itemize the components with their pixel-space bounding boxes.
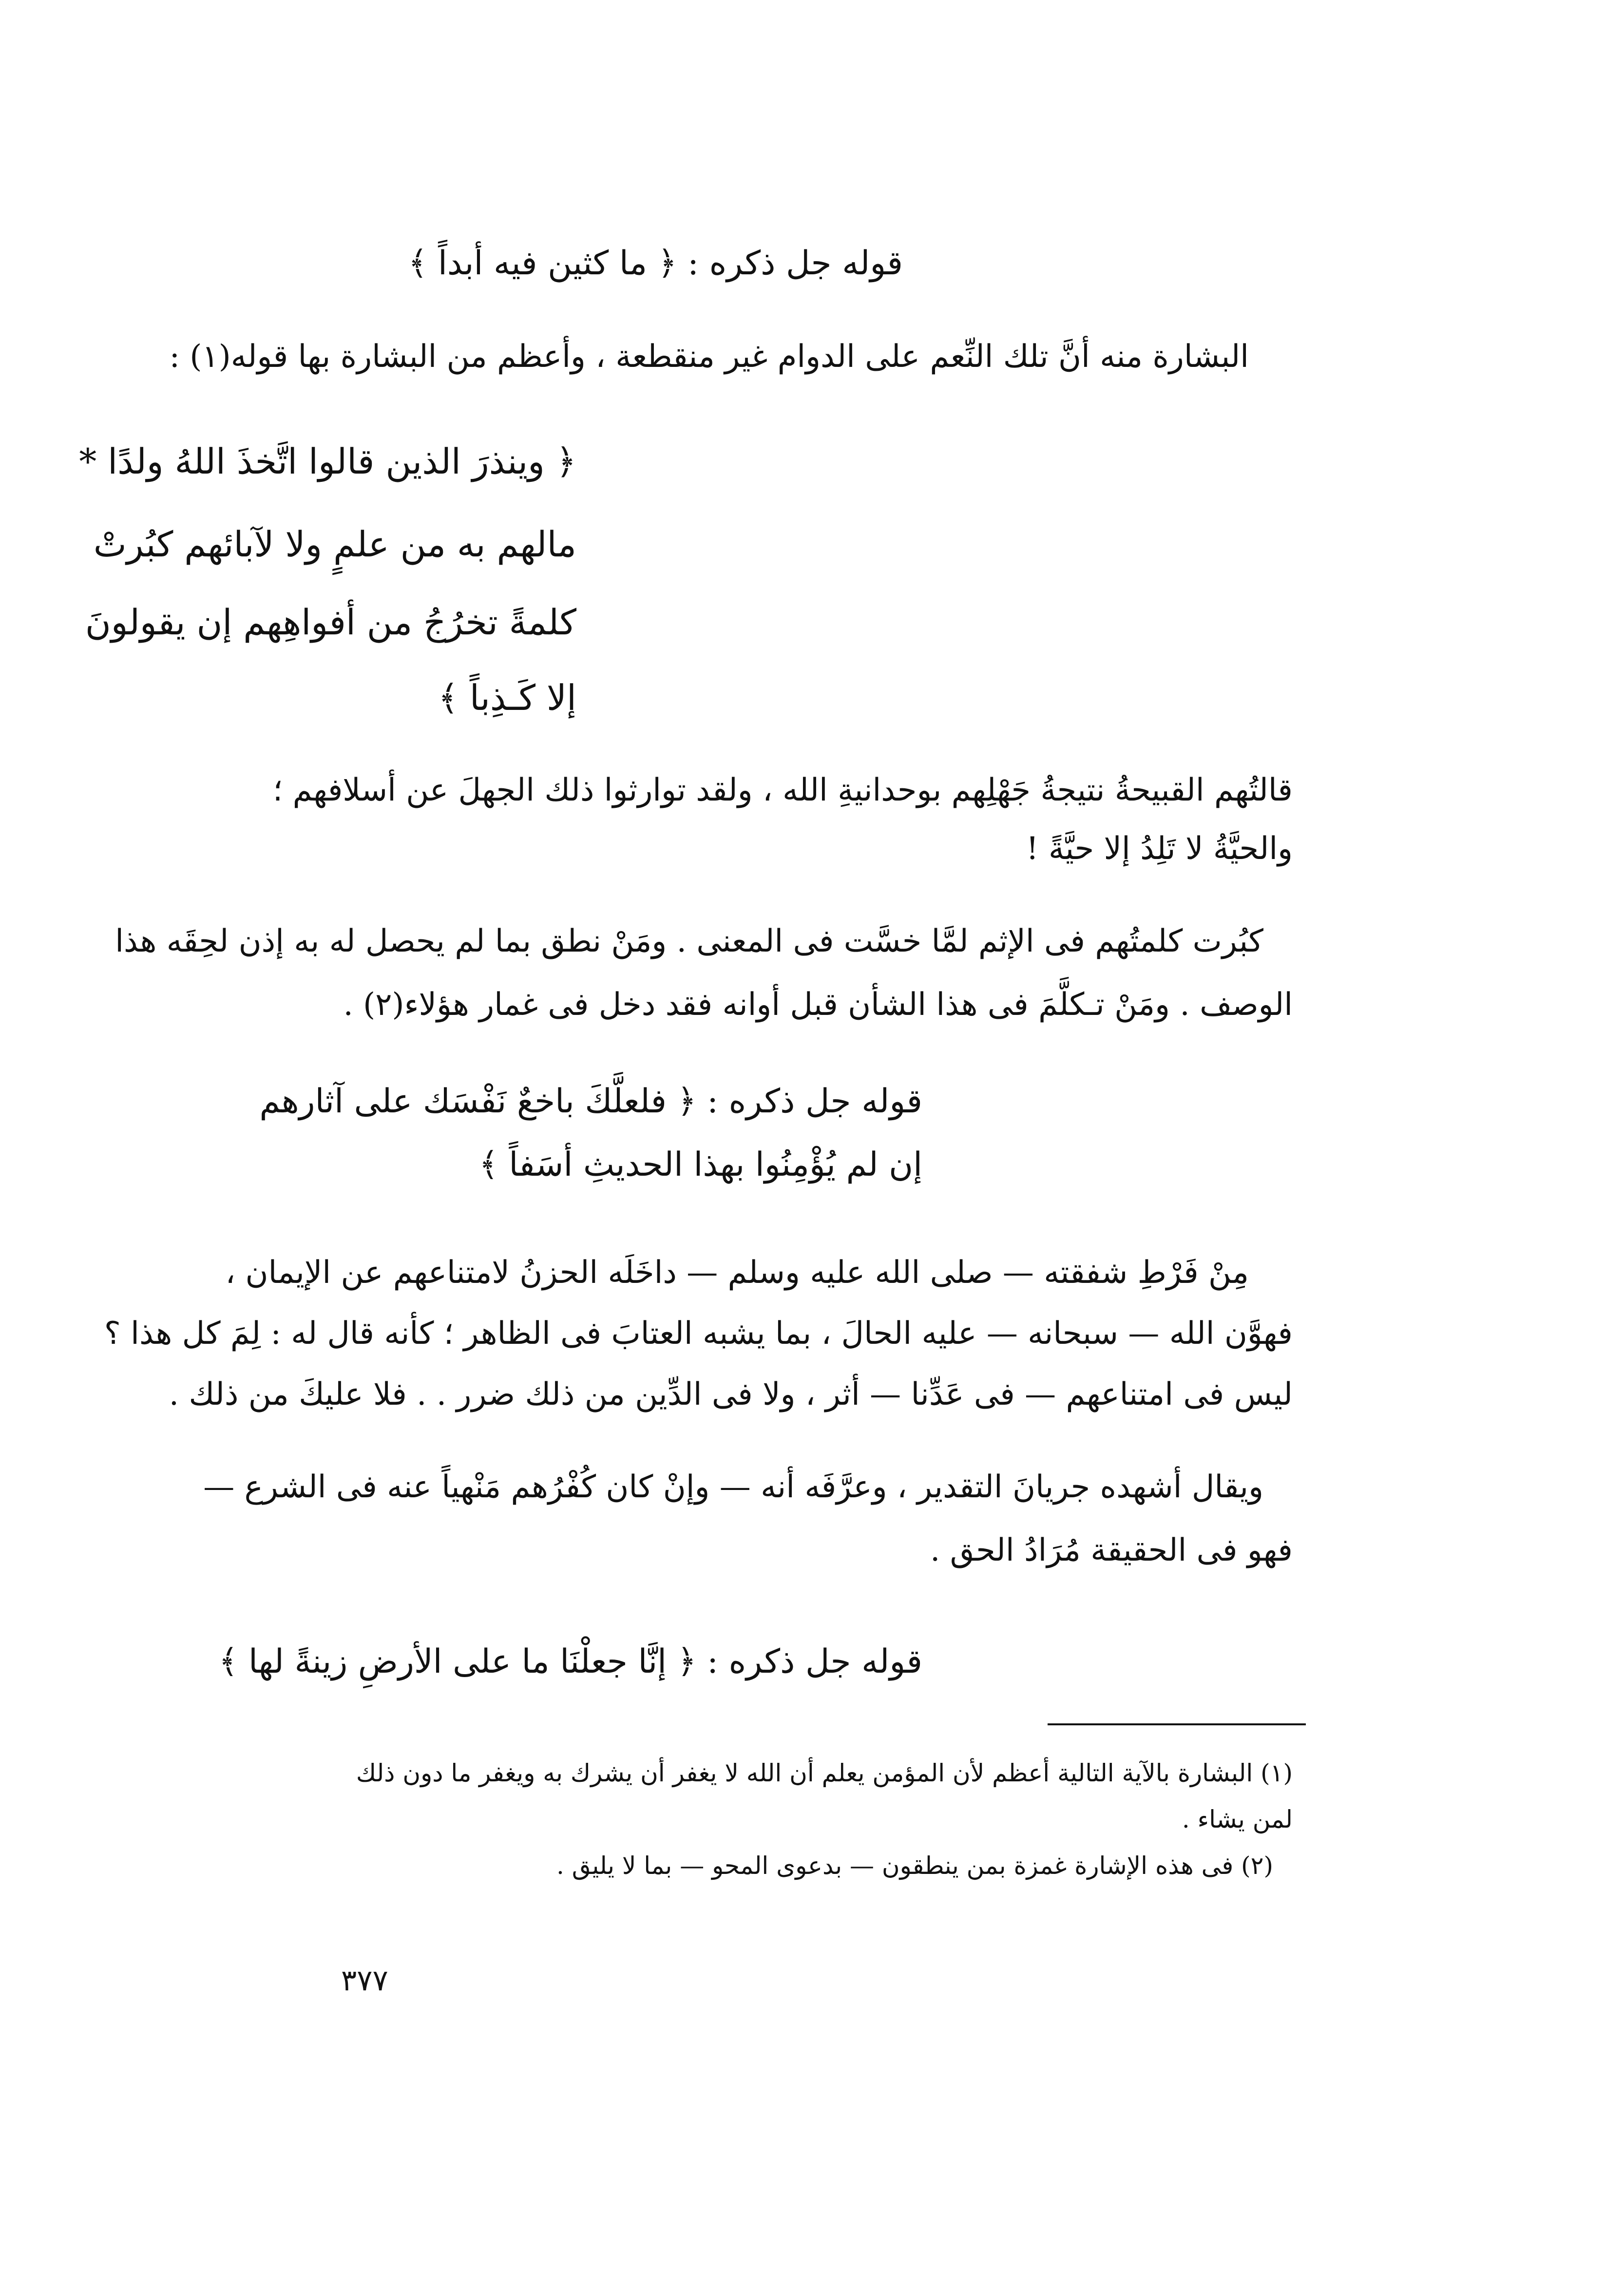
verse-line: إلا كَـذِباً ﴾ [438, 677, 576, 718]
verse-line: كلمةً تخرُجُ من أفواهِهم إن يقولونَ [85, 602, 576, 643]
verse-line: مالهم به من علمٍ ولا لآبائهم كبُرتْ [93, 524, 576, 565]
paragraph-line: ويقال أشهده جريانَ التقدير ، وعرَّفَه أنه — وإنْ كان كُفْرُهم مَنْهياً عنه فى الشرع — [203, 1469, 1263, 1505]
paragraph-line: قالتُهم القبيحةُ نتيجةُ جَهْلِهم بوحدانيةِ الله ، ولقد توارثوا ذلك الجهلَ عن أسلافهم ؛ [272, 772, 1293, 808]
footnote-line: (٢) فى هذه الإشارة غمزة بمن ينطقون — بدعوى المحو — بما لا يليق . [556, 1852, 1273, 1880]
paragraph-line: كبُرت كلمتُهم فى الإثم لمَّا خسَّت فى المعنى . ومَنْ نطق بما لم يحصل له به إذن لحِقَه هذا [115, 923, 1263, 959]
paragraph-line: فهوَّن الله — سبحانه — عليه الحالَ ، بما يشبه العتابَ فى الظاهر ؛ كأنه قال له : لِمَ كل هذا ؟ [104, 1316, 1293, 1352]
paragraph-line: فهو فى الحقيقة مُرَادُ الحق . [930, 1532, 1293, 1568]
paragraph-line: ليس فى امتناعهم — فى عَدِّنا — أثر ، ولا فى الدِّين من ذلك ضرر . . فلا عليكَ من ذلك . [169, 1376, 1293, 1413]
paragraph-line: الوصف . ومَنْ تـكلَّمَ فى هذا الشأن قبل أوانه فقد دخل فى غمار هؤلاء(٢) . [343, 987, 1293, 1023]
heading-line: قوله جل ذكره : ﴿ فلعلَّكَ باخعٌ نَفْسَك على آثارهم [259, 1082, 922, 1121]
verse-line: ﴿ وينذرَ الذين قالوا اتَّخذَ اللهُ ولدًا * [79, 441, 576, 482]
page-number: ٣٧٧ [341, 1964, 388, 1998]
heading-1: قوله جل ذكره : ﴿ ما كثين فيه أبداً ﴾ [408, 244, 903, 283]
footnote-line: لمن يشاء . [1182, 1805, 1293, 1833]
paragraph-1: البشارة منه أنَّ تلك النِّعم على الدوام غير منقطعة ، وأعظم من البشارة بها قوله(١) : [169, 339, 1249, 375]
paragraph-line: والحيَّةُ لا تَلِدُ إلا حيَّةً ! [1026, 831, 1293, 867]
heading-line: إن لم يُؤْمِنُوا بهذا الحديثِ أسَفاً ﴾ [478, 1146, 922, 1184]
paragraph-line: مِنْ فَرْطِ شفقته — صلى الله عليه وسلم — داخَلَه الحزنُ لامتناعهم عن الإيمان ، [225, 1255, 1249, 1291]
footnote-line: (١) البشارة بالآية التالية أعظم لأن المؤمن يعلم أن الله لا يغفر أن يشرك به ويغفر ما دون ذلك [356, 1759, 1293, 1787]
heading-3: قوله جل ذكره : ﴿ إنَّا جعلْنَا ما على الأرضِ زينةً لها ﴾ [218, 1642, 922, 1681]
footnote-separator [1048, 1723, 1306, 1725]
